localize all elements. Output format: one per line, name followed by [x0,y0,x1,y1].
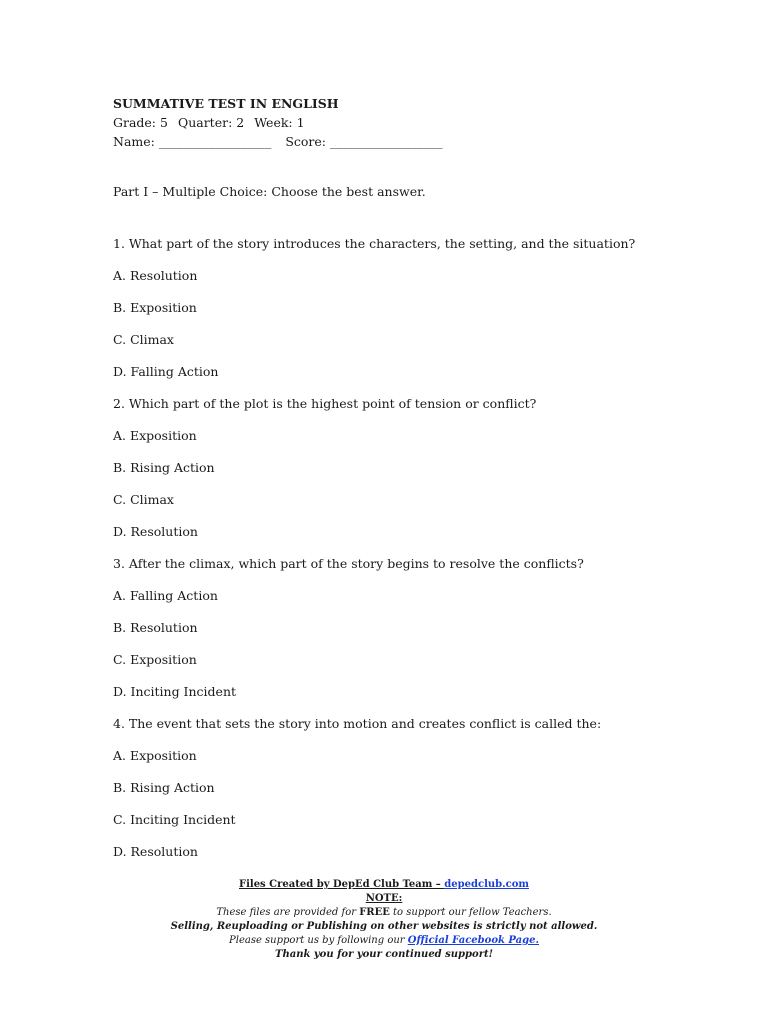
q3-option-d: D. Inciting Incident [113,684,237,699]
q1-option-d: D. Falling Action [113,364,219,379]
footer-thanks: Thank you for your continued support! [275,949,493,960]
q2-option-b: B. Rising Action [113,460,215,475]
grade-label: Grade: 5 [113,115,168,130]
week-label: Week: 1 [254,115,305,130]
footer-note-label: NOTE: [365,893,403,904]
footer-facebook-link[interactable]: Official Facebook Page. [407,935,539,946]
q4-option-a: A. Exposition [113,748,197,763]
name-field: Name: __________________ [113,134,272,149]
footer-support-pre: Please support us by following our [229,935,408,946]
q4-option-c: C. Inciting Incident [113,812,236,827]
page-footer [0,878,768,962]
q4-option-b: B. Rising Action [113,780,215,795]
q3-option-a: A. Falling Action [113,588,218,603]
name-score-line [113,132,442,151]
test-header [113,94,442,151]
footer-credit-line [0,878,768,892]
q1-option-b: B. Exposition [113,300,197,315]
footer-free-text: FREE [359,907,390,918]
part-instruction: Part I – Multiple Choice: Choose the best answer. [113,184,426,199]
footer-created-by: Files Created by DepEd Club Team – [239,879,445,890]
q2-option-d: D. Resolution [113,524,198,539]
test-info-line [113,113,442,132]
test-title: SUMMATIVE TEST IN ENGLISH [113,96,339,111]
question-2: 2. Which part of the plot is the highest point of tension or conflict? [113,396,537,411]
footer-site-link[interactable]: depedclub.com [444,879,529,890]
footer-support-line [0,934,768,948]
q1-option-a: A. Resolution [113,268,198,283]
q4-option-d: D. Resolution [113,844,198,859]
question-4: 4. The event that sets the story into motion and creates conflict is called the: [113,716,602,731]
question-1: 1. What part of the story introduces the characters, the setting, and the situation? [113,236,636,251]
score-field: Score: __________________ [285,134,443,149]
quarter-label: Quarter: 2 [177,115,245,130]
footer-warning: Selling, Reuploading or Publishing on other websites is strictly not allowed. [170,921,598,932]
q2-option-c: C. Climax [113,492,174,507]
q3-option-c: C. Exposition [113,652,197,667]
footer-provided-post: to support our fellow Teachers. [389,907,552,918]
footer-provided-line [0,906,768,920]
question-3: 3. After the climax, which part of the story begins to resolve the conflicts? [113,556,584,571]
q1-option-c: C. Climax [113,332,174,347]
q2-option-a: A. Exposition [113,428,197,443]
footer-provided-pre: These files are provided for [216,907,360,918]
q3-option-b: B. Resolution [113,620,198,635]
